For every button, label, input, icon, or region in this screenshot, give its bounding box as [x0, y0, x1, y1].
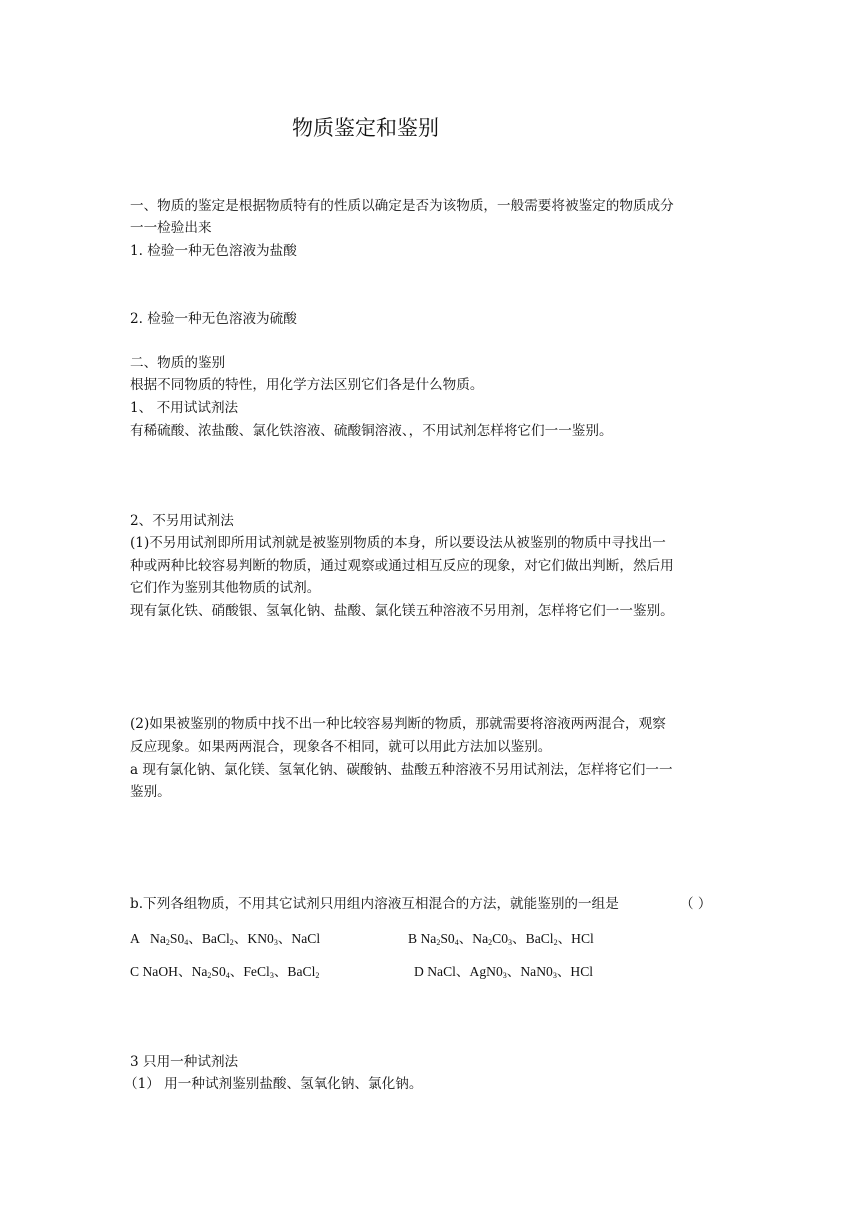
- formula-part: S0: [169, 931, 185, 946]
- formula-part: 、HCl: [557, 931, 594, 946]
- formula-part: 、BaCl: [188, 931, 230, 946]
- method2-paragraph1-line1: (1)不另用试剂即所用试剂就是被鉴别物质的本身，所以要设法从被鉴别的物质中寻找出一: [130, 535, 666, 551]
- formula-part: 、FeCl: [229, 964, 270, 979]
- subscript: 3: [273, 938, 278, 947]
- subscript: 2: [488, 938, 493, 947]
- subscript: 4: [225, 971, 230, 980]
- method2-paragraph1-line2: 种或两种比较容易判断的物质，通过观察或通过相互反应的现象，对它们做出判断，然后用: [130, 558, 674, 574]
- option-b: [408, 929, 594, 949]
- option-a: [130, 929, 320, 949]
- method1-heading: 1、 不用试试剂法: [130, 400, 239, 416]
- formula-part: S0: [211, 964, 226, 979]
- subscript: 3: [269, 971, 274, 980]
- subscript: 2: [207, 971, 212, 980]
- option-c-label: C: [130, 964, 140, 979]
- formula-part: 、BaCl: [512, 931, 554, 946]
- subscript: 3: [508, 938, 513, 947]
- method2-paragraph2-line2: 反应现象。如果两两混合，现象各不相同，就可以用此方法加以鉴别。: [130, 739, 552, 755]
- question-item-2: 2. 检验一种无色溶液为硫酸: [130, 311, 297, 327]
- method2-paragraph2-line1: (2)如果被鉴别的物质中找不出一种比较容易判断的物质，那就需要将溶液两两混合，观察: [130, 716, 666, 732]
- subscript: 4: [454, 938, 459, 947]
- formula-part: 、HCl: [556, 964, 594, 979]
- option-d: [414, 962, 593, 982]
- formula-part: Na: [150, 931, 166, 946]
- formula-part: 、Na: [458, 931, 489, 946]
- method3-heading: 3 只用一种试剂法: [130, 1054, 239, 1070]
- answer-blank: （ ）: [680, 896, 712, 912]
- section2-intro: 根据不同物质的特性，用化学方法区别它们各是什么物质。: [130, 377, 484, 393]
- subscript: 2: [315, 971, 320, 980]
- formula-part: C0: [492, 931, 509, 946]
- formula-part: NaCl、AgN0: [427, 964, 503, 979]
- option-d-label: D: [414, 964, 424, 979]
- method3-item-1: （1） 用一种试剂鉴别盐酸、氢氧化钠、氯化钠。: [124, 1076, 423, 1092]
- formula-part: 、NaCl: [277, 931, 321, 946]
- subscript: 2: [229, 938, 234, 947]
- option-b-label: B: [408, 931, 418, 946]
- section2-heading: 二、物质的鉴别: [130, 355, 226, 371]
- document-title: 物质鉴定和鉴别: [292, 116, 439, 140]
- formula-part: NaOH、Na: [142, 964, 208, 979]
- method2-paragraph1-line3: 它们作为鉴别其他物质的试剂。: [130, 580, 321, 596]
- subscript: 2: [553, 938, 558, 947]
- subscript: 3: [502, 971, 507, 980]
- option-c: [130, 962, 319, 982]
- subscript: 3: [552, 971, 557, 980]
- method2-question-a-line1: a 现有氯化钠、氯化镁、氢氧化钠、碳酸钠、盐酸五种溶液不另用试剂法，怎样将它们一一: [130, 762, 673, 778]
- formula-part: 、NaN0: [506, 964, 553, 979]
- section1-line2: 一一检验出来: [130, 220, 212, 236]
- question-item-1: 1. 检验一种无色溶液为盐酸: [130, 243, 297, 259]
- formula-part: 、BaCl: [273, 964, 316, 979]
- section1-line1: 一、物质的鉴定是根据物质特有的性质以确定是否为该物质，一般需要将被鉴定的物质成分: [130, 198, 674, 214]
- subscript: 4: [184, 938, 189, 947]
- option-a-label: A: [130, 931, 140, 946]
- subscript: 2: [436, 938, 441, 947]
- formula-part: Na: [420, 931, 437, 946]
- method1-question: 有稀硫酸、浓盐酸、氯化铁溶液、硫酸铜溶液、，不用试剂怎样将它们一一鉴别。: [130, 423, 613, 439]
- method2-question-a-line2: 鉴别。: [130, 784, 171, 800]
- subscript: 2: [165, 938, 170, 947]
- formula-part: 、KN0: [233, 931, 274, 946]
- method2-question-b: b.下列各组物质，不用其它试剂只用组内溶液互相混合的方法，就能鉴别的一组是: [130, 896, 619, 912]
- formula-part: S0: [440, 931, 455, 946]
- method2-heading: 2、不另用试剂法: [130, 513, 234, 529]
- method2-question1: 现有氯化铁、硝酸银、氢氧化钠、盐酸、氯化镁五种溶液不另用剂，怎样将它们一一鉴别。: [130, 603, 674, 619]
